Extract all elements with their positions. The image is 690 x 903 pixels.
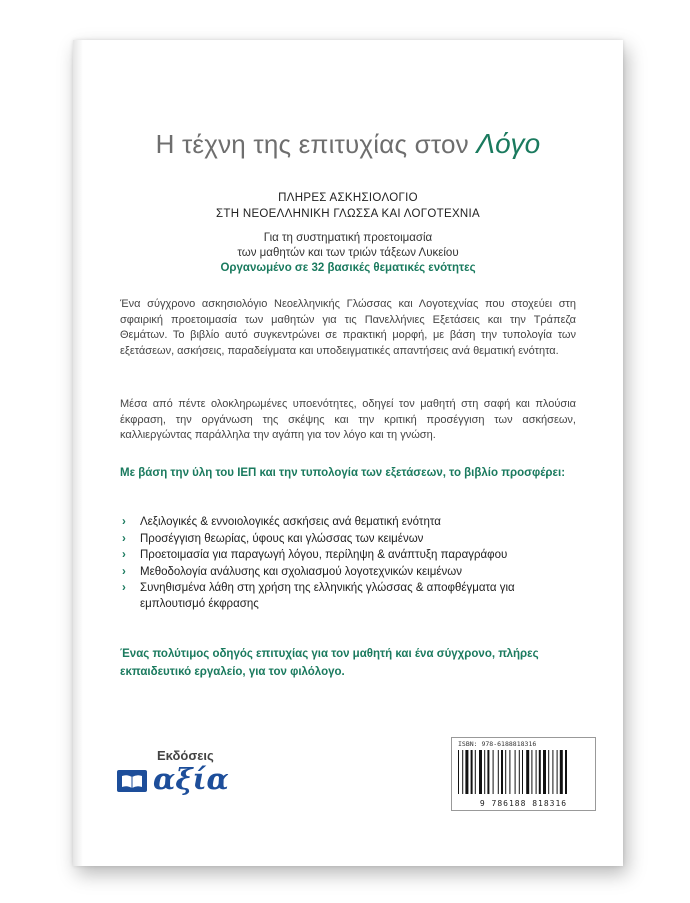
barcode-bar (536, 750, 537, 794)
offer-list (120, 515, 576, 613)
chevron-right-icon: › (122, 549, 126, 561)
barcode-bar (493, 750, 494, 794)
isbn-label: ISBN: 978-6188818316 (458, 740, 537, 748)
purpose-line-2: των μαθητών και των τριών τάξεων Λυκείου (237, 247, 459, 259)
barcode-bar (475, 750, 476, 794)
barcode-bar (548, 750, 549, 794)
list-item (120, 565, 576, 581)
subtitle-line-1: ΠΛΗΡΕΣ ΑΣΚΗΣΙΟΛΟΓΙΟ (278, 192, 418, 204)
barcode-bar (471, 750, 473, 794)
publisher-logo (117, 748, 257, 808)
cover-subtitle (73, 190, 623, 222)
barcode-bars (456, 750, 591, 794)
subtitle-line-2: ΣΤΗ ΝΕΟΕΛΛΗΝΙΚΗ ΓΛΩΣΣΑ ΚΑΙ ΛΟΓΟΤΕΧΝΙΑ (216, 208, 480, 220)
cover-title (73, 128, 623, 160)
barcode-bar (479, 750, 482, 794)
chevron-right-icon: › (122, 565, 126, 578)
chevron-right-icon: › (122, 582, 126, 594)
barcode-bar (458, 750, 459, 794)
list-item (120, 532, 576, 548)
purpose-block (73, 231, 623, 276)
barcode-bar (484, 750, 485, 794)
list-item-text: Μεθοδολογία ανάλυσης και σχολιασμού λογοτεχνικών κειμένων (140, 565, 462, 578)
barcode-bar (515, 750, 516, 794)
purpose-line-3-num: 32 (311, 262, 325, 274)
spine-shadow (73, 40, 83, 866)
barcode-bar (552, 750, 553, 794)
barcode-bar (539, 750, 541, 794)
purpose-line-3 (73, 261, 623, 276)
list-item-text: Συνηθισμένα λάθη στη χρήση της ελληνικής γλώσσας & αποφθέγματα για εμπλουτισμό έκφρασης (140, 582, 515, 610)
barcode-bar (505, 750, 506, 794)
barcode-bar (465, 750, 468, 794)
barcode-bar (462, 750, 463, 794)
list-item-text: Προσέγγιση θεωρίας, ύφους και γλώσσας των κειμένων (140, 532, 424, 545)
list-item (120, 548, 576, 564)
isbn-barcode (451, 737, 596, 811)
barcode-bar (519, 750, 520, 794)
title-main: Η τέχνη της επιτυχίας στον (155, 129, 469, 159)
isbn-number: 9 786188 818316 (479, 799, 568, 808)
offer-lead: Με βάση την ύλη του ΙΕΠ και την τυπολογία των εξετάσεων, το βιβλίο προσφέρει: (120, 467, 566, 479)
barcode-bar (526, 750, 529, 794)
title-accent: Λόγο (476, 128, 541, 159)
purpose-line-1: Για τη συστηματική προετοιμασία (263, 232, 433, 244)
barcode-bar (543, 750, 546, 794)
list-item-text: Προετοιμασία για παραγωγή λόγου, περίληψη & ανάπτυξη παραγράφου (140, 549, 508, 561)
publisher-label: Εκδόσεις (157, 748, 214, 763)
list-item (120, 515, 576, 531)
barcode-bar (501, 750, 503, 794)
barcode-bar (557, 750, 558, 794)
list-item-text: Λεξιλογικές & εννοιολογικές ασκήσεις ανά θεματική ενότητα (140, 516, 441, 528)
list-item (120, 581, 576, 612)
barcode-bar (565, 750, 567, 794)
book-back-cover (73, 40, 623, 866)
description-paragraph: Ένα σύγχρονο ασκησιολόγιο Νεοελληνικής Γλώσσας και Λογοτεχνίας που στοχεύει στη σφαιρική προετοιμασία των μαθητών για τις Πανελλήνιες Εξετάσεις και την Τράπεζα Θεμάτων. Το βιβλίο αυτό συγκεντρώνει σε πρακτική μορφή, με βάση την τυπολογία των εξετάσεων, ασκήσεις, παραδείγματα και υποδειγματικές απαντήσεις ανά θεματική ενότητα. (120, 298, 576, 357)
closing-statement: Ένας πολύτιμος οδηγός επιτυχίας για τον μαθητή και ένα σύγχρονο, πλήρες εκπαιδευτικό εργαλείο, για τον φιλόλογο. (120, 648, 539, 678)
publisher-name: αξία (153, 762, 229, 796)
purpose-line-3-pre: Οργανωμένο σε (220, 262, 309, 274)
barcode-bar (487, 750, 489, 794)
barcode-bar (498, 750, 499, 794)
chevron-right-icon: › (122, 516, 126, 528)
purpose-line-3-post: βασικές θεματικές ενότητες (327, 262, 476, 274)
chevron-right-icon: › (122, 532, 126, 545)
open-book-icon (117, 770, 147, 792)
description-paragraph: Μέσα από πέντε ολοκληρωμένες υποενότητες, οδηγεί τον μαθητή στη σαφή και πλούσια έκφραση, την οργάνωση της σκέψης και την κριτική προσέγγιση των ασκήσεων, καλλιεργώντας παράλληλα την αγάπη για τον λόγο και τη γνώση. (120, 398, 576, 441)
barcode-bar (531, 750, 532, 794)
barcode-bar (560, 750, 563, 794)
barcode-bar (522, 750, 523, 794)
barcode-bar (509, 750, 510, 794)
